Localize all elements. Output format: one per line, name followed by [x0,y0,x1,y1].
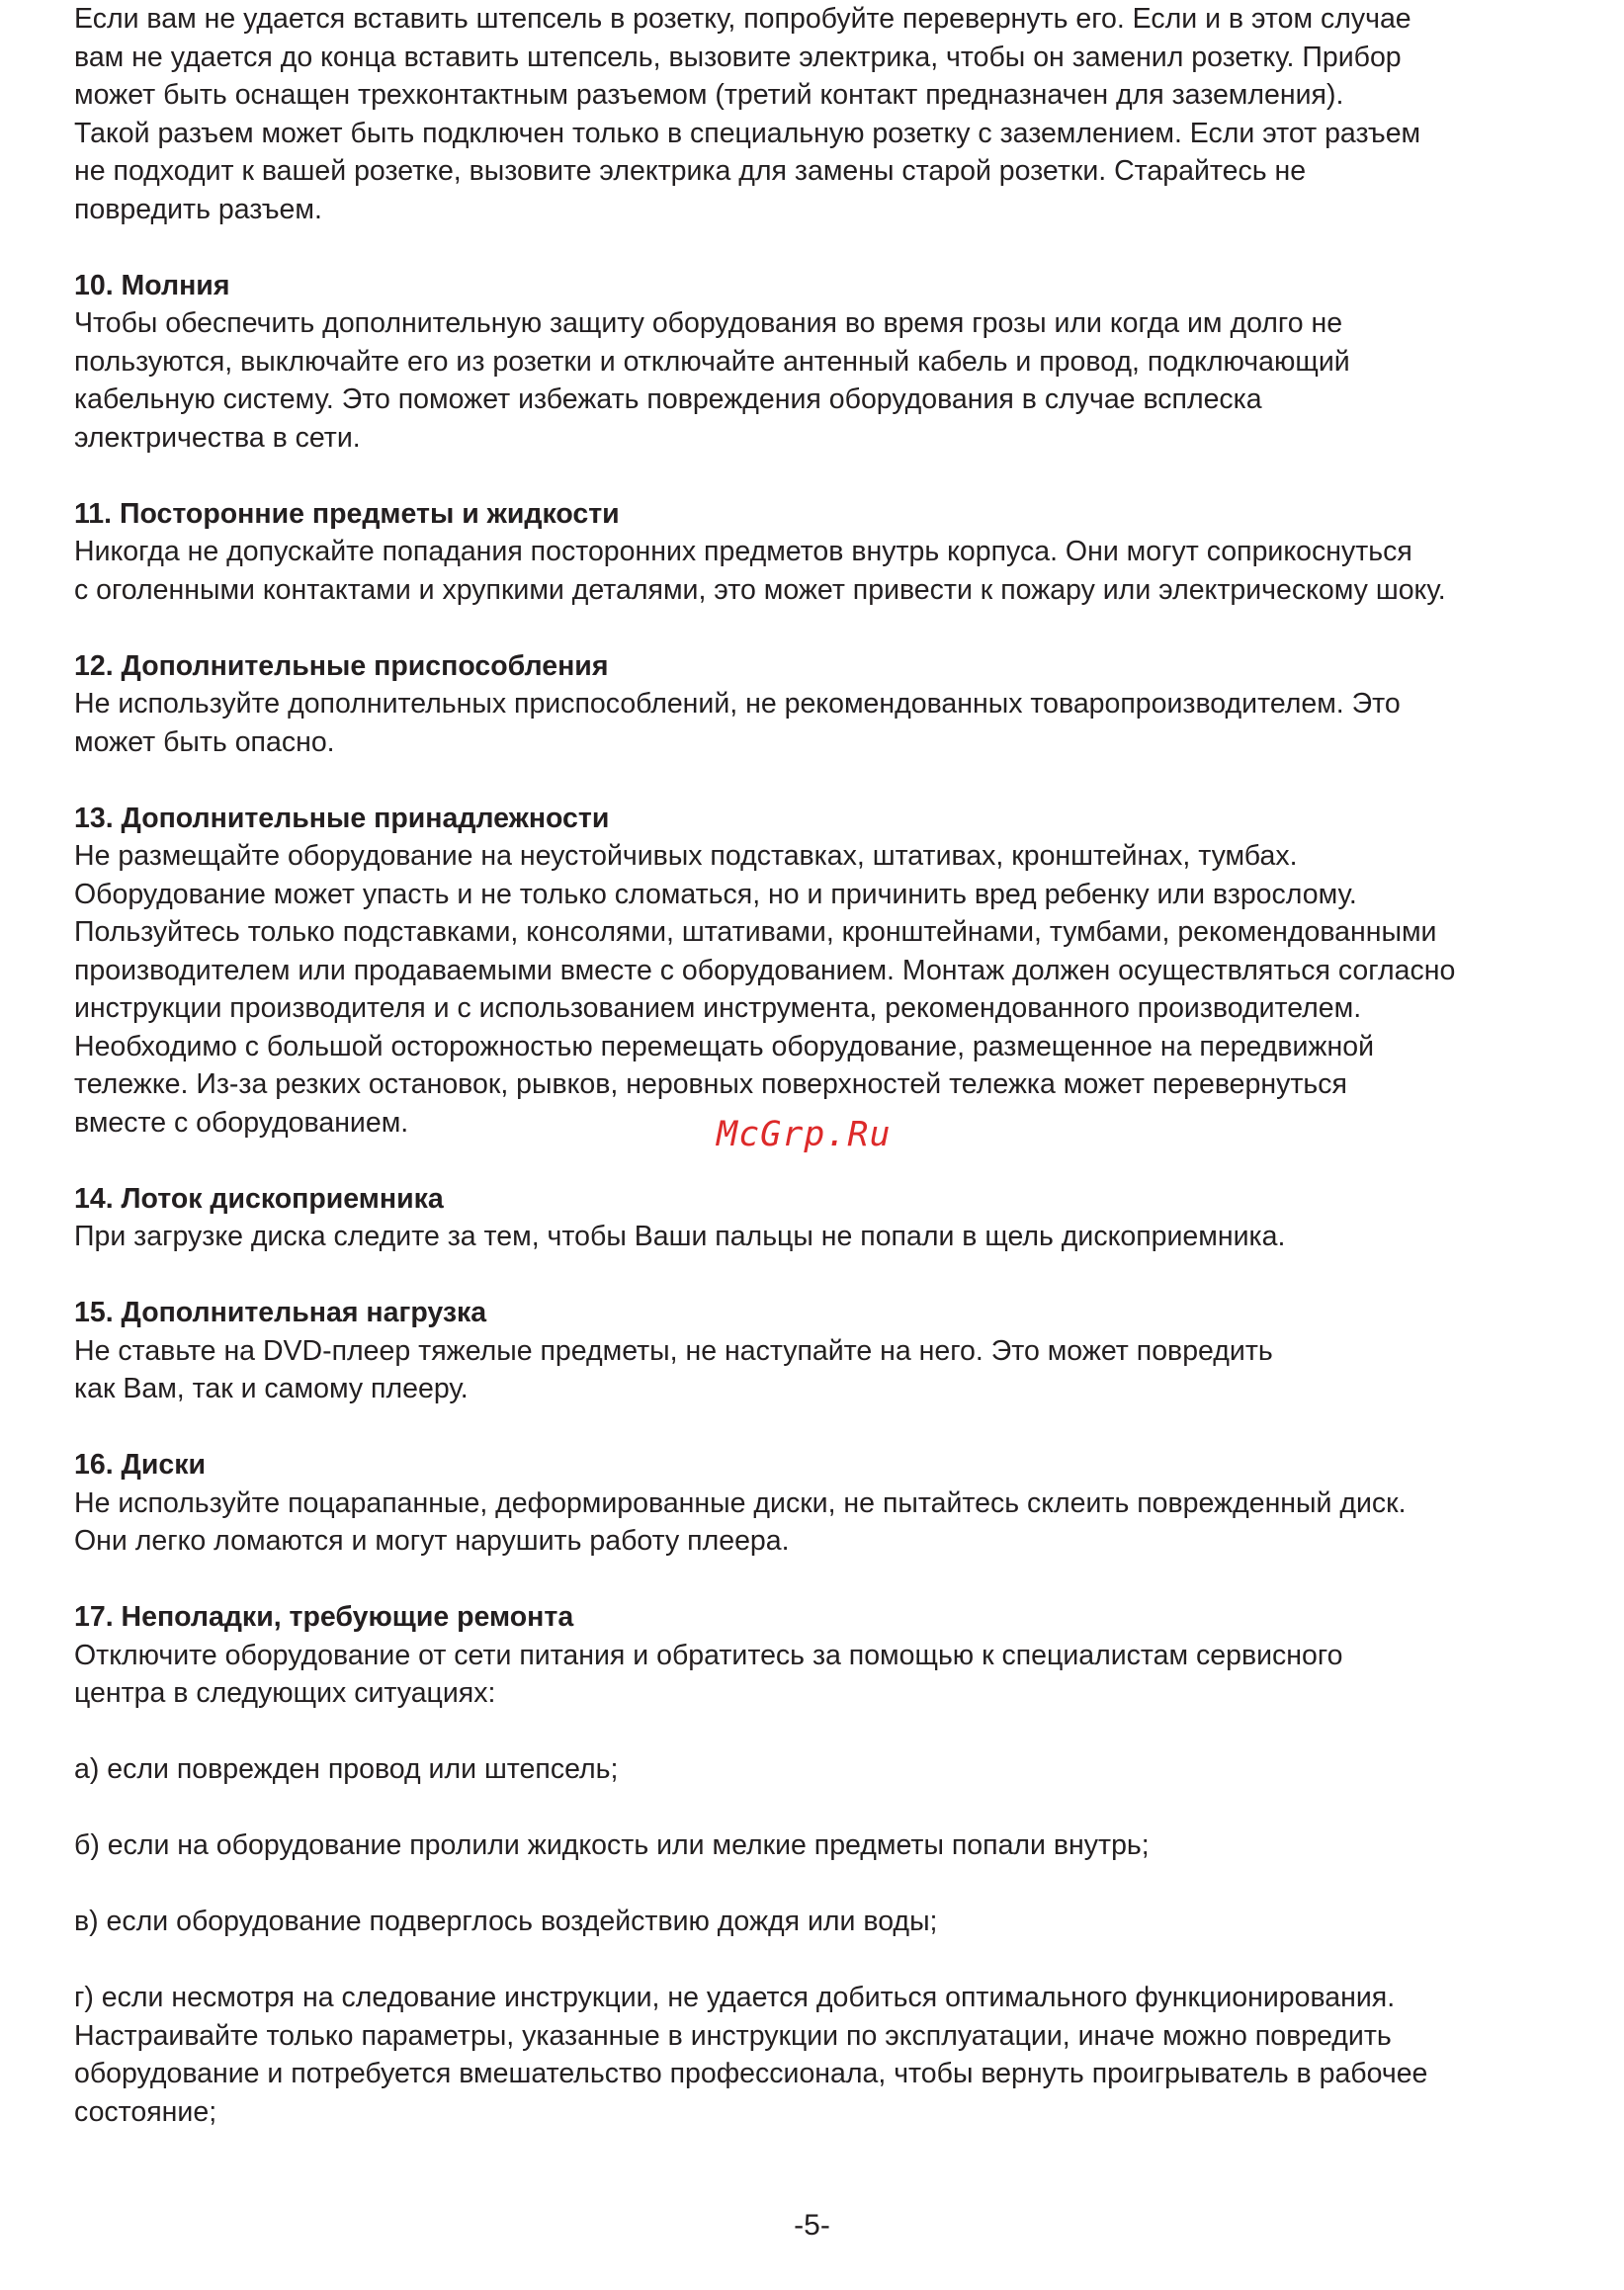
text-line: инструкции производителя и с использованием инструмента, рекомендованного производителем. [74,992,1362,1024]
text-line: может быть оснащен трехконтактным разъемом (третий контакт предназначен для заземления). [74,79,1344,111]
text-line: Не используйте дополнительных приспособлений, не рекомендованных товаропроизводителем. Это [74,688,1401,720]
text-line: Чтобы обеспечить дополнительную защиту оборудования во время грозы или когда им долго не [74,307,1343,339]
section-foreign-objects [74,495,1616,610]
text-line: Они легко ломаются и могут нарушить работу плеера. [74,1525,790,1557]
section-heading: 11. Посторонние предметы и жидкости [74,497,620,530]
text-line: производителем или продаваемыми вместе с оборудованием. Монтаж должен осуществляться согласно [74,954,1456,986]
text-line: центра в следующих ситуациях: [74,1677,496,1709]
text-line: не подходит к вашей розетке, вызовите электрика для замены старой розетки. Старайтесь не [74,155,1307,187]
text-line: оборудование и потребуется вмешательство профессионала, чтобы вернуть проигрыватель в рабочее [74,2058,1428,2089]
document-page [74,0,1616,2131]
section-disc-tray [74,1180,1616,1256]
text-line: повредить разъем. [74,193,322,225]
text-line: Оборудование может упасть и не только сломаться, но и причинить вред ребенку или взрослому. [74,878,1357,910]
text-line: Если вам не удается вставить штепсель в розетку, попробуйте перевернуть его. Если и в этом случае [74,3,1411,35]
text-line: вам не удается до конца вставить штепсель, вызовите электрика, чтобы он заменил розетку. Прибор [74,41,1402,73]
intro-paragraph [74,0,1616,228]
text-line: пользуются, выключайте его из розетки и отключайте антенный кабель и провод, подключающий [74,345,1350,378]
text-line: вместе с оборудованием. [74,1106,409,1139]
list-item [74,1826,1616,1865]
list-item [74,1979,1616,2131]
text-line: Такой разъем может быть подключен только в специальную розетку с заземлением. Если этот разъем [74,117,1421,149]
section-heading: 13. Дополнительные принадлежности [74,802,610,834]
text-line: состояние; [74,2095,217,2128]
section-accessories [74,800,1616,1143]
section-heading: 15. Дополнительная нагрузка [74,1297,487,1328]
text-line: Не ставьте на DVD-плеер тяжелые предметы, не наступайте на него. Это может повредить [74,1334,1273,1367]
text-line: а) если поврежден провод или штепсель; [74,1753,619,1785]
section-heading: 17. Неполадки, требующие ремонта [74,1601,574,1633]
text-line: кабельную систему. Это поможет избежать повреждения оборудования в случае всплеска [74,383,1262,415]
section-attachments [74,647,1616,762]
text-line: тележке. Из-за резких остановок, рывков, неровных поверхностей тележка может перевернуться [74,1068,1347,1100]
section-heading: 14. Лоток дископриемника [74,1182,444,1215]
text-line: б) если на оборудование пролили жидкость или мелкие предметы попали внутрь; [74,1829,1150,1861]
text-line: может быть опасно. [74,725,335,758]
text-line: в) если оборудование подверглось воздействию дождя или воды; [74,1906,938,1937]
text-line: Не размещайте оборудование на неустойчивых подставках, штативах, кронштейнах, тумбах. [74,840,1298,872]
text-line: г) если несмотря на следование инструкции, не удается добиться оптимального функционирования. [74,1982,1396,2013]
text-line: как Вам, так и самому плееру. [74,1373,469,1404]
text-line: Никогда не допускайте попадания посторонних предметов внутрь корпуса. Они могут соприкоснуться [74,536,1412,567]
text-line: Отключите оборудование от сети питания и обратитесь за помощью к специалистам сервисного [74,1639,1343,1671]
text-line: При загрузке диска следите за тем, чтобы Ваши пальцы не попали в щель дископриемника. [74,1221,1286,1252]
text-line: Не используйте поцарапанные, деформированные диски, не пытайтесь склеить поврежденный диск. [74,1486,1407,1519]
section-discs [74,1446,1616,1561]
section-lightning [74,267,1616,458]
section-heading: 10. Молния [74,269,230,301]
text-line: электричества в сети. [74,421,361,454]
text-line: Настраивайте только параметры, указанные в инструкции по эксплуатации, иначе можно повредить [74,2019,1392,2052]
page-number: -5- [794,2209,830,2242]
text-line: Пользуйтесь только подставками, консолями, штативами, кронштейнами, тумбами, рекомендованными [74,916,1437,948]
section-heading: 12. Дополнительные приспособления [74,649,609,682]
section-extra-load [74,1294,1616,1408]
list-item [74,1750,1616,1789]
text-line: с оголенными контактами и хрупкими деталями, это может привести к пожару или электрическому шоку. [74,573,1446,606]
text-line: Необходимо с большой осторожностью перемещать оборудование, размещенное на передвижной [74,1030,1375,1062]
watermark[interactable]: McGrp.Ru [717,1115,892,1154]
list-item [74,1903,1616,1941]
section-repairs [74,1598,1616,1713]
section-heading: 16. Диски [74,1449,206,1481]
